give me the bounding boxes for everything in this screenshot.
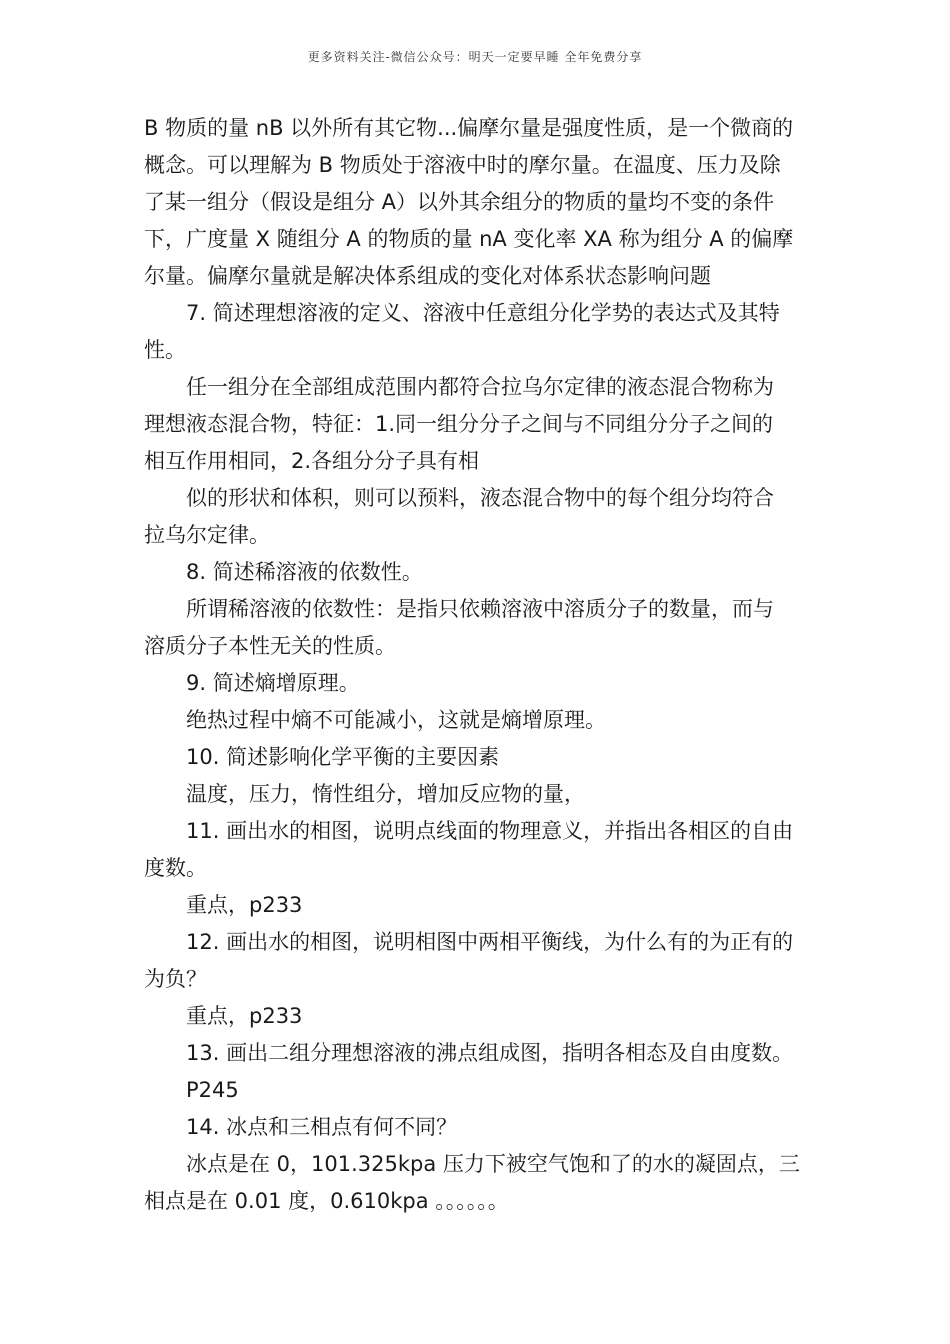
answer-14: 冰点是在 0，101.325kpa 压力下被空气饱和了的水的凝固点，三: [186, 1152, 800, 1176]
text-line: 理想液态混合物，特征：1.同一组分分子之间与不同组分分子之间的: [144, 412, 774, 436]
text-line: 了某一组分（假设是组分 A）以外其余组分的物质的量均不变的条件: [144, 190, 775, 214]
text-line: 尔量。偏摩尔量就是解决体系组成的变化对体系状态影响问题: [144, 264, 711, 288]
question-9: 9. 简述熵增原理。: [186, 671, 360, 695]
document-body: [144, 110, 812, 1220]
question-11: 11. 画出水的相图，说明点线面的物理意义，并指出各相区的自由: [186, 819, 794, 843]
text-line: 溶质分子本性无关的性质。: [144, 634, 396, 658]
text-line: 概念。可以理解为 B 物质处于溶液中时的摩尔量。在温度、压力及除: [144, 153, 781, 177]
text-line: 似的形状和体积，则可以预料，液态混合物中的每个组分均符合: [186, 486, 774, 510]
question-10: 10. 简述影响化学平衡的主要因素: [186, 745, 500, 769]
answer-11: 重点，p233: [186, 893, 303, 917]
text-line: 性。: [144, 338, 186, 362]
text-line: 度数。: [144, 856, 207, 880]
text-line: 相点是在 0.01 度，0.610kpa 。。。。。。: [144, 1189, 509, 1213]
answer-7: 任一组分在全部组成范围内都符合拉乌尔定律的液态混合物称为: [186, 375, 774, 399]
answer-10: 温度，压力，惰性组分，增加反应物的量，: [186, 782, 585, 806]
question-7: 7. 简述理想溶液的定义、溶液中任意组分化学势的表达式及其特: [186, 301, 780, 325]
question-8: 8. 简述稀溶液的依数性。: [186, 560, 423, 584]
page-header: 更多资料关注-微信公众号：明天一定要早睡 全年免费分享: [307, 50, 643, 64]
text-line: 下，广度量 X 随组分 A 的物质的量 nA 变化率 XA 称为组分 A 的偏摩: [144, 227, 794, 251]
question-12: 12. 画出水的相图，说明相图中两相平衡线，为什么有的为正有的: [186, 930, 794, 954]
question-13: 13. 画出二组分理想溶液的沸点组成图，指明各相态及自由度数。: [186, 1041, 794, 1065]
text-line: B 物质的量 nB 以外所有其它物...偏摩尔量是强度性质，是一个微商的: [144, 116, 794, 140]
answer-9: 绝热过程中熵不可能减小，这就是熵增原理。: [186, 708, 606, 732]
text-line: 为负？: [144, 967, 207, 991]
answer-13: P245: [186, 1078, 239, 1102]
text-line: 相互作用相同，2.各组分分子具有相: [144, 449, 480, 473]
text-line: 拉乌尔定律。: [144, 523, 270, 547]
answer-8: 所谓稀溶液的依数性：是指只依赖溶液中溶质分子的数量，而与: [186, 597, 774, 621]
answer-12: 重点，p233: [186, 1004, 303, 1028]
question-14: 14. 冰点和三相点有何不同？: [186, 1115, 458, 1139]
